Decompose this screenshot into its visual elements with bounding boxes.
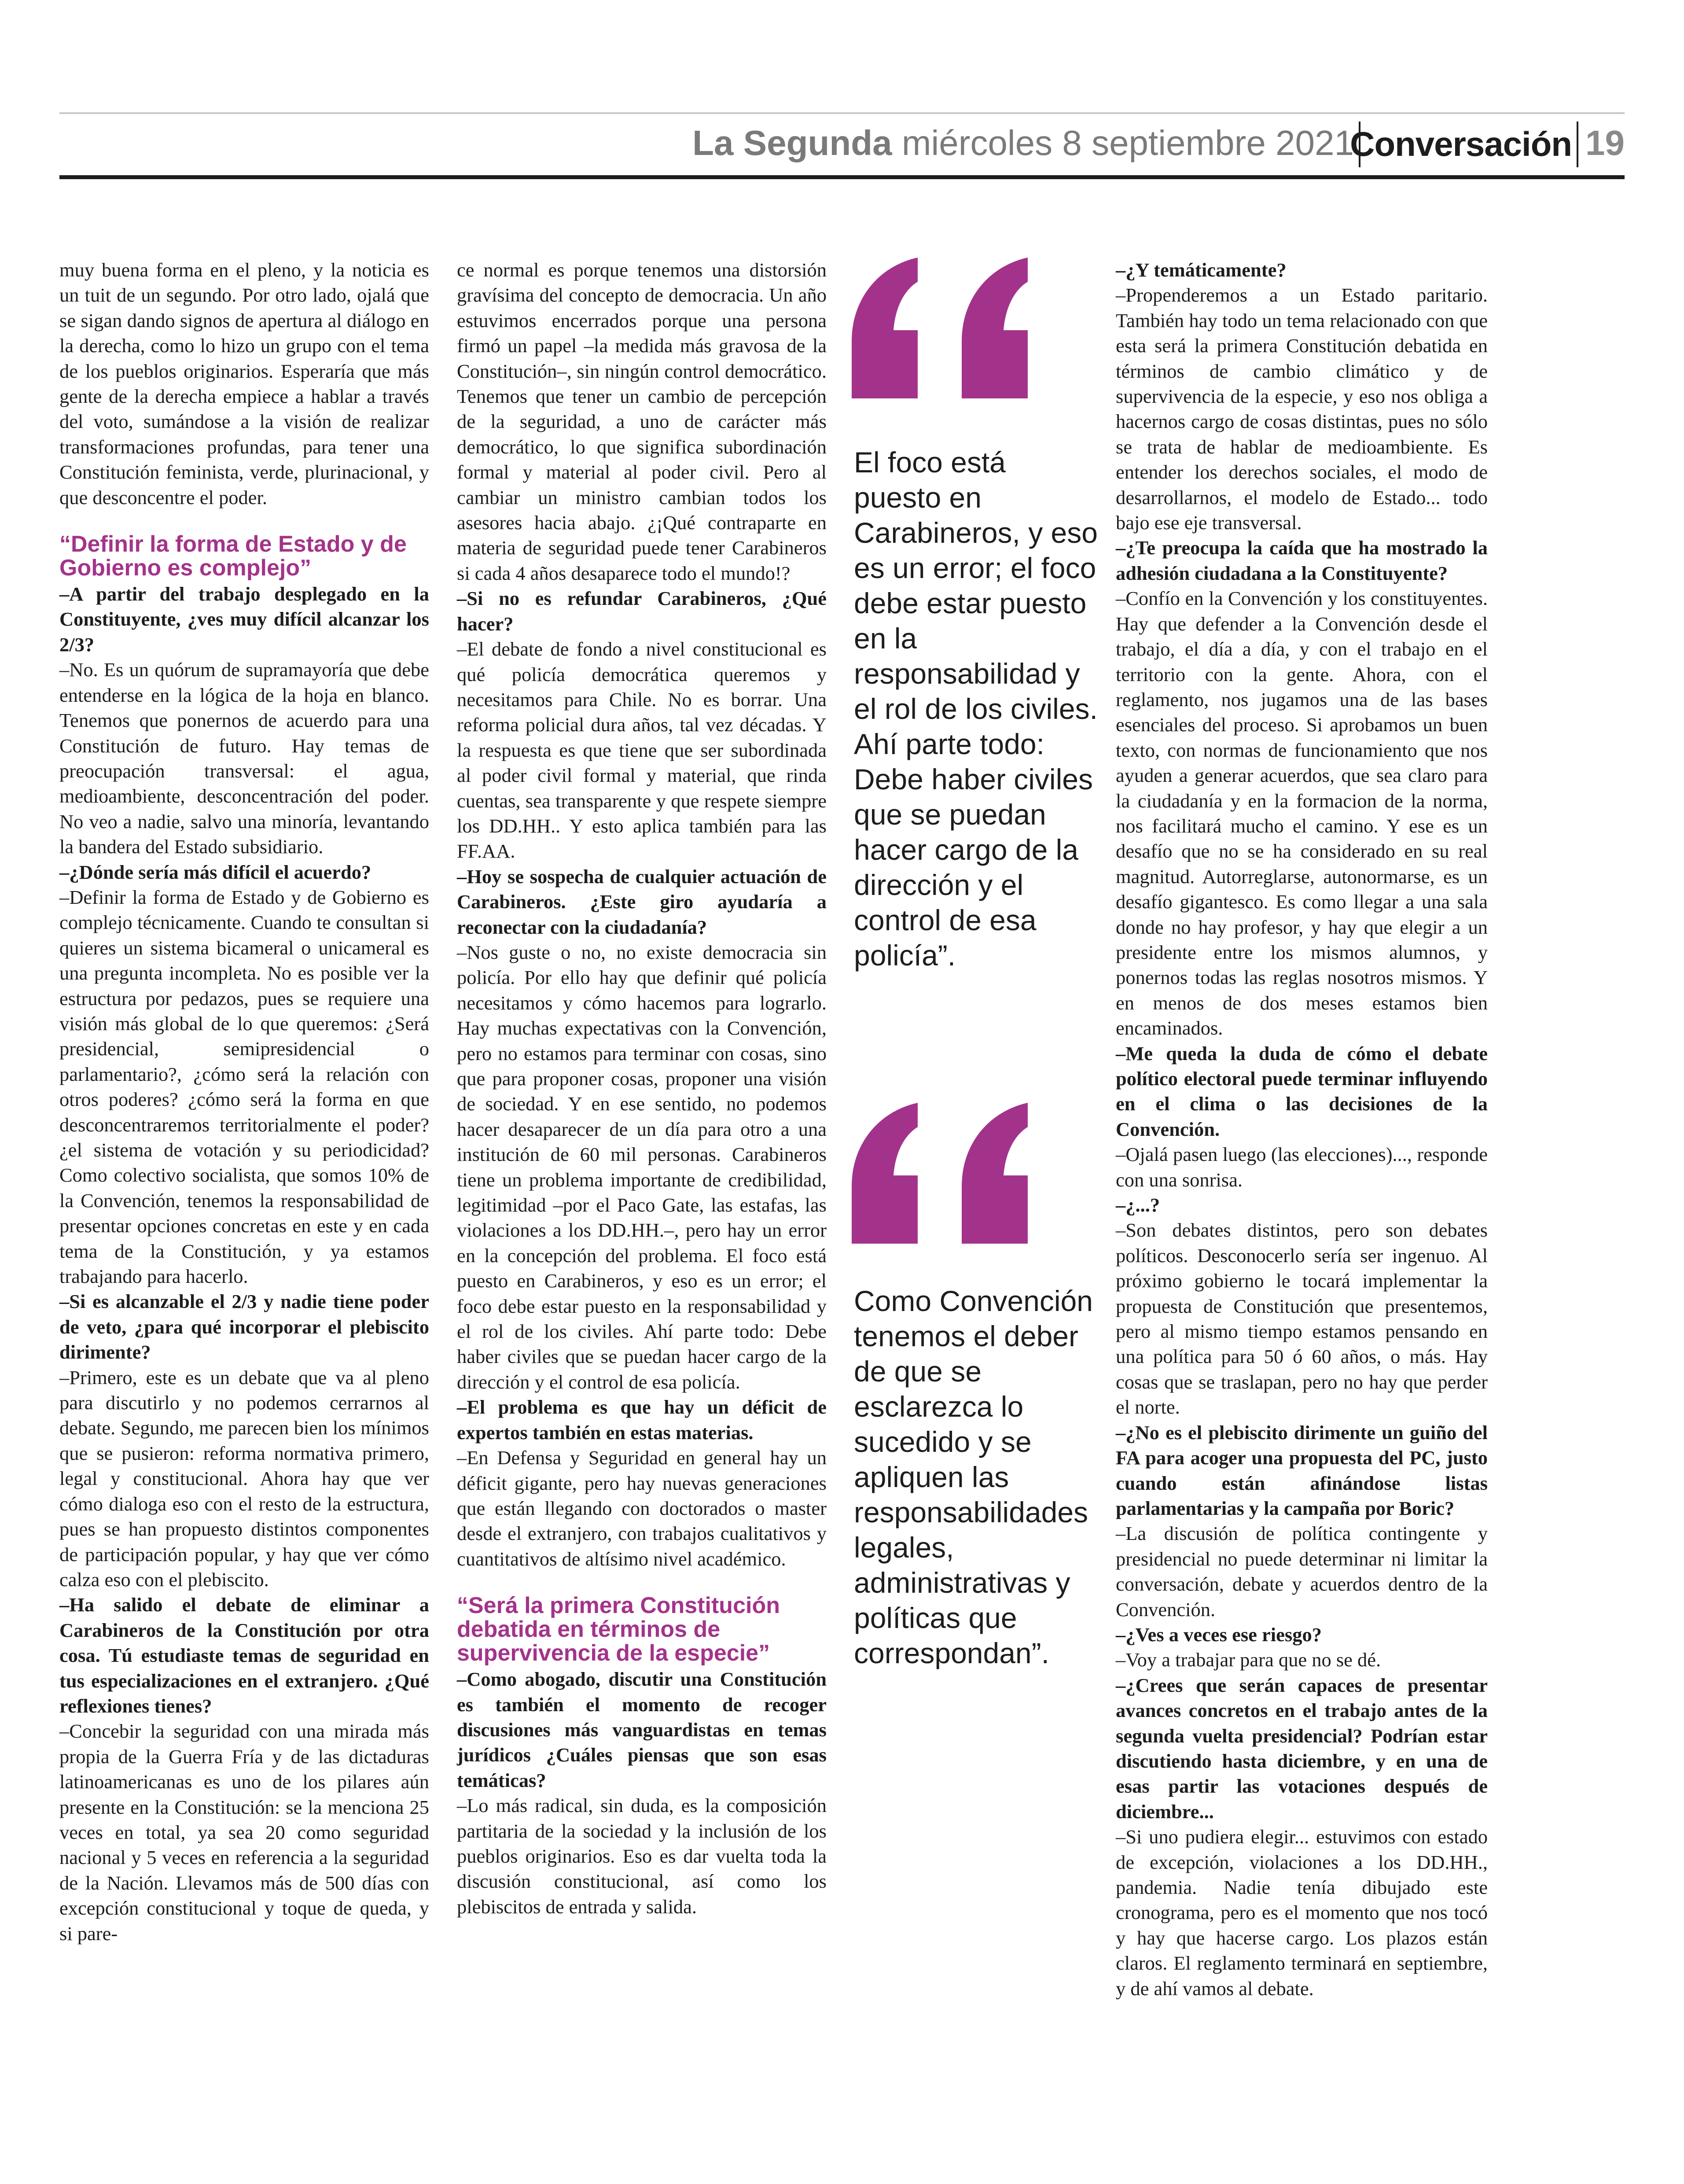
masthead-separator: [1577, 122, 1578, 167]
quote-icon: [852, 1103, 1028, 1244]
section-name: Conversación: [1350, 125, 1572, 163]
publication-date: miércoles 8 septiembre 2021: [901, 123, 1354, 162]
interview-answer: –La discusión de política contingente y presidencial no puede determinar ni limitar la conversación, debate y acuerdos dentro de la Convención.: [1116, 1522, 1488, 1621]
article-column-1: [59, 258, 429, 1946]
interview-answer: –Son debates distintos, pero son debates políticos. Desconocerlo sería ser ingenuo. Al próximo gobierno le tocará implementar la propuesta de Constitución que presentemos, pero al mismo tiempo estamos pensando en una política para 50 ó 60 años, o más. Hay cosas que se traslapan, pero no hay que perder el norte.: [1116, 1219, 1488, 1418]
interview-question: –¿Dónde sería más difícil el acuerdo?: [59, 861, 371, 883]
quote-icon: [852, 258, 1028, 398]
interview-question: –¿No es el plebiscito dirimente un guiño del FA para acoger una propuesta del PC, justo cuando están afinándose listas parlamentarias y la campaña por Boric?: [1116, 1421, 1488, 1519]
interview-answer: –El debate de fondo a nivel constitucional es qué policía democrática queremos y necesitamos para Chile. No es borrar. Una reforma policial dura años, tal vez décadas. Y la respuesta es que tiene que ser subordinada al poder civil formal y material, que rinda cuentas, sea transparente y que respete siempre los DD.HH.. Y esto aplica también para las FF.AA.: [457, 638, 827, 862]
article-column-4: [1116, 258, 1488, 2001]
interview-question: –Si es alcanzable el 2/3 y nadie tiene poder de veto, ¿para qué incorporar el plebiscito dirimente?: [59, 1290, 429, 1363]
interview-answer: –No. Es un quórum de supramayoría que debe entenderse en la lógica de la hoja en blanco. Tenemos que ponernos de acuerdo para una Constitución de futuro. Hay temas de preocupación transversal: el agua, medioambiente, desconcentración del poder. No veo a nadie, salvo una minoría, levantando la bandera del Estado subsidiario.: [59, 659, 429, 858]
interview-answer: –Primero, este es un debate que va al pleno para discutirlo y no podemos cerrarnos al debate. Segundo, me parecen bien los mínimos que se pusieron: reforma normativa primero, legal y constitucional. Ahora hay que ver cómo dialoga eso con el resto de la estructura, pues se han propuesto distintos componentes de participación popular, y hay que ver cómo calza eso con el plebiscito.: [59, 1366, 429, 1591]
masthead-rule-thick: [59, 175, 1625, 179]
interview-answer: –Ojalá pasen luego (las elecciones)..., responde con una sonrisa.: [1116, 1143, 1488, 1191]
interview-question: –Me queda la duda de cómo el debate político electoral puede terminar influyendo en el clima o las decisiones de la Convención.: [1116, 1042, 1488, 1140]
interview-question: –Hoy se sospecha de cualquier actuación de Carabineros. ¿Este giro ayudaría a reconectar con la ciudadanía?: [457, 865, 827, 938]
interview-question: –¿Crees que serán capaces de presentar avances concretos en el trabajo antes de la segunda vuelta presidencial? Podrían estar discutiendo hasta diciembre, y en una de esas partir las votaciones después de diciembre...: [1116, 1674, 1488, 1823]
interview-question: –Ha salido el debate de eliminar a Carabineros de la Constitución por otra cosa. Tú estudiaste temas de seguridad en tus especializaciones en el extranjero. ¿Qué reflexiones tienes?: [59, 1594, 429, 1717]
pull-quote: Como Convención tenemos el deber de que se esclarezca lo sucedido y se apliquen las responsabilidades legales, administrativas y políticas que correspondan”.: [854, 1285, 1093, 1669]
interview-question: –A partir del trabajo desplegado en la Constituyente, ¿ves muy difícil alcanzar los 2/3?: [59, 583, 429, 656]
article-column-2: [457, 258, 827, 1919]
interview-answer: –Si uno pudiera elegir... estuvimos con estado de excepción, violaciones a los DD.HH., pandemia. Nadie tenía dibujado este cronograma, pero es el momento que nos tocó y hay que hacerse cargo. Los plazos están claros. El reglamento terminará en septiembre, y de ahí vamos al debate.: [1116, 1826, 1488, 2000]
paragraph: muy buena forma en el pleno, y la noticia es un tuit de un segundo. Por otro lado, ojalá que se sigan dando signos de apertura al diálogo en la derecha, como lo hizo un grupo con el tema de los pueblos originarios. Esperaría que más gente de la derecha empiece a hablar a través del voto, sumándose a la visión de realizar transformaciones profundas, para tener una Constitución feminista, verde, plurinacional, y que desconcentre el poder.: [59, 259, 429, 508]
interview-question: –Si no es refundar Carabineros, ¿Qué hacer?: [457, 587, 827, 635]
masthead: [59, 115, 1625, 173]
subheading: “Definir la forma de Estado y de Gobierno es complejo”: [59, 531, 407, 581]
paragraph: ce normal es porque tenemos una distorsión gravísima del concepto de democracia. Un año estuvimos encerrados porque una persona firmó un papel –la medida más gravosa de la Constitución–, sin ningún control democrático. Tenemos que tener un cambio de percepción de la seguridad, a uno de carácter más democrático, lo que significa subordinación formal y material al poder civil. Pero al cambiar un ministro cambian todos los asesores hacia abajo. ¿¡Qué contraparte en materia de seguridad puede tener Carabineros si cada 4 años desaparece todo el mundo!?: [457, 259, 827, 584]
interview-question: –¿Ves a veces ese riesgo?: [1116, 1623, 1322, 1646]
interview-answer: –Voy a trabajar para que no se dé.: [1116, 1649, 1381, 1671]
interview-question: –¿Te preocupa la caída que ha mostrado la adhesión ciudadana a la Constituyente?: [1116, 537, 1488, 584]
masthead-publication-date: [692, 119, 1354, 167]
interview-answer: –Lo más radical, sin duda, es la composición partitaria de la sociedad y la inclusión de los pueblos originarios. Eso es dar vuelta toda la discusión constitucional, así como los plebiscitos de entrada y salida.: [457, 1794, 827, 1918]
interview-answer: –Propenderemos a un Estado paritario. También hay todo un tema relacionado con que esta será la primera Constitución debatida en términos de cambio climático y de supervivencia de la especie, y eso nos obliga a hacernos cargo de cosas distintas, pues no sólo se trata de hablar de medioambiente. Es entender los derechos sociales, el modo de desarrollarnos, el modelo de Estado... todo bajo ese eje transversal.: [1116, 284, 1488, 534]
publication-name: La Segunda: [692, 123, 892, 162]
interview-question: –El problema es que hay un déficit de expertos también en estas materias.: [457, 1396, 827, 1444]
interview-answer: –Confío en la Convención y los constituyentes. Hay que defender a la Convención desde el trabajo, el día a día, y con el trabajo en el territorio con la gente. Ahora, con el reglamento, nos jugamos una de las bases esenciales del proceso. Si aprobamos un buen texto, con normas de funcionamiento que nos ayuden a generar acuerdos, que sea claro para la ciudadanía y en la formacion de la norma, nos facilitará mucho el camino. Y ese es un desafío que no se ha considerado en su real magnitud. Autorreglarse, autonormarse, es un desafío gigantesco. Es como llegar a una sala donde no hay profesor, y hay que elegir a un presidente entre los mismos alumnos, y ponernos todas las reglas nosotros mismos. Y en menos de dos meses estamos bien encaminados.: [1116, 587, 1488, 1039]
masthead-rule: [59, 112, 1625, 114]
interview-question: –¿Y temáticamente?: [1116, 259, 1287, 281]
interview-answer: –Concebir la seguridad con una mirada más propia de la Guerra Fría y de las dictaduras latinoamericanas es uno de los pilares aún presente en la Constitución: se la menciona 25 veces en total, ya sea 20 como seguridad nacional y 5 veces en referencia a la seguridad de la Nación. Llevamos más de 500 días con excepción constitucional y toque de queda, y si pare-: [59, 1720, 429, 1945]
interview-question: –¿...?: [1116, 1194, 1160, 1216]
interview-answer: –Definir la forma de Estado y de Gobierno es complejo técnicamente. Cuando te consultan si quieres un sistema bicameral o unicameral es una pregunta incompleta. No es posible ver la estructura por pedazos, pues se requiere una visión más global de lo que queremos: ¿Será presidencial, semipresidencial o parlamentario?, ¿cómo será la relación con otros poderes? ¿cómo será la forma en que desconcentraremos territorialmente el poder? ¿el sistema de votación y su periodicidad? Como colectivo socialista, que somos 10% de la Convención, tenemos la responsabilidad de presentar opciones concretas en este y en cada tema de la Constitución, y ya estamos trabajando para hacerlo.: [59, 886, 429, 1288]
pull-quote: El foco está puesto en Carabineros, y eso es un error; el foco debe estar puesto en la responsabilidad y el rol de los civiles. Ahí parte todo: Debe haber civiles que se puedan hacer cargo de la dirección y el control de esa policía”.: [854, 446, 1098, 972]
interview-question: –Como abogado, discutir una Constitución es también el momento de recoger discusiones más vanguardistas en temas jurídicos ¿Cuáles piensas que son esas temáticas?: [457, 1668, 827, 1791]
page-number: 19: [1585, 123, 1625, 162]
subheading: “Será la primera Constitución debatida en términos de supervivencia de la especie”: [457, 1593, 780, 1666]
interview-answer: –En Defensa y Seguridad en general hay un déficit gigante, pero hay nuevas generaciones que están llegando con doctorados o master desde el extranjero, con trabajos cualitativos y cuantitativos de altísimo nivel académico.: [457, 1447, 827, 1570]
interview-answer: –Nos guste o no, no existe democracia sin policía. Por ello hay que definir qué policía necesitamos y cómo hacemos para lograrlo. Hay muchas expectativas con la Convención, pero no estamos para terminar con cosas, sino que para proponer cosas, proponer una visión de sociedad. Y en ese sentido, no podemos hacer desaparecer de un día para otro a una institución de 60 mil personas. Carabineros tiene un problema importante de credibilidad, legitimidad –por el Paco Gate, las estafas, las violaciones a los DD.HH.–, pero hay un error en la concepción del problema. El foco está puesto en Carabineros, y eso es un error; el foco debe estar puesto en la responsabilidad y el rol de los civiles. Ahí parte todo: Debe haber civiles que se puedan hacer cargo de la dirección y el control de esa policía.: [457, 941, 827, 1393]
